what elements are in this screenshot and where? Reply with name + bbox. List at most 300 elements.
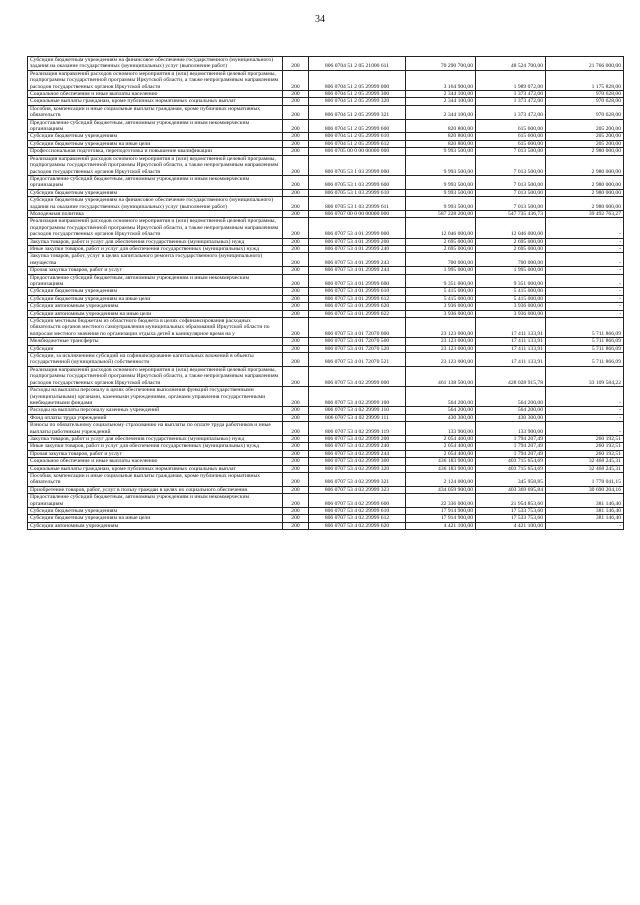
row-budget-code: 806 0704 51 2 05 21000 611 (309, 57, 406, 71)
row-name: Закупка товаров, работ и услуг для обеспечения государственных (муниципальных) нужд (28, 435, 283, 442)
row-approved-amount: 430 300,00 (406, 414, 476, 421)
row-unexecuted-amount: - (546, 522, 624, 529)
row-approved-amount: 17 914 900,00 (406, 515, 476, 522)
row-unexecuted-amount: 5 711 866,09 (546, 353, 624, 367)
row-admin-code: 200 (283, 295, 309, 302)
table-row (28, 303, 624, 310)
table-row (28, 133, 624, 140)
row-name: Прочая закупка товаров, работ и услуг (28, 267, 283, 274)
row-executed-amount: 7 013 500,00 (476, 189, 546, 196)
row-unexecuted-amount: - (546, 422, 624, 436)
row-approved-amount: 3 936 000,00 (406, 303, 476, 310)
row-name: Профессиональная подготовка, переподготовка и повышение квалификации (28, 148, 283, 155)
row-name: Социальные выплаты гражданам, кроме публичных нормативных социальных выплат (28, 465, 283, 472)
row-budget-code: 806 0707 53 4 02 29999 200 (309, 435, 406, 442)
table-row (28, 218, 624, 238)
row-executed-amount: 564 200,00 (476, 387, 546, 407)
row-approved-amount: 2 344 100,00 (406, 98, 476, 105)
row-approved-amount: 9 351 000,00 (406, 274, 476, 288)
table-row (28, 458, 624, 465)
row-unexecuted-amount: - (546, 218, 624, 238)
row-name: Субсидии бюджетным учреждениям на иные цели (28, 515, 283, 522)
row-budget-code: 806 0707 53 4 02 29999 600 (309, 494, 406, 508)
row-name: Приобретение товаров, работ, услуг в пользу граждан в целях их социального обеспечения (28, 486, 283, 493)
row-name: Субсидии автономным учреждениям на иные цели (28, 310, 283, 317)
row-name: Субсидии бюджетным учреждениям (28, 133, 283, 140)
table-row (28, 267, 624, 274)
table-row (28, 414, 624, 421)
table-body (28, 57, 624, 530)
row-executed-amount: 615 600,00 (476, 133, 546, 140)
row-executed-amount: 403 715 654,69 (476, 465, 546, 472)
row-admin-code: 200 (283, 515, 309, 522)
row-executed-amount: 2 695 000,00 (476, 238, 546, 245)
row-executed-amount: 1 794 207,49 (476, 443, 546, 450)
row-budget-code: 806 0707 53 4 01 29999 600 (309, 274, 406, 288)
table-row (28, 140, 624, 147)
row-admin-code: 200 (283, 70, 309, 90)
row-budget-code: 806 0704 51 2 05 29999 600 (309, 119, 406, 133)
row-budget-code: 806 0707 53 4 02 29999 620 (309, 522, 406, 529)
budget-execution-table (27, 56, 624, 530)
table-row (28, 245, 624, 252)
row-approved-amount: 2 054 400,00 (406, 443, 476, 450)
row-budget-code: 806 0707 53 4 02 29999 244 (309, 450, 406, 457)
row-name: Субсидии бюджетным учреждениям (28, 288, 283, 295)
table-row (28, 310, 624, 317)
table-row (28, 238, 624, 245)
row-unexecuted-amount: - (546, 245, 624, 252)
table-row (28, 57, 624, 71)
row-name: Иные закупки товаров, работ и услуг для обеспечения государственных (муниципальных) нужд (28, 245, 283, 252)
row-admin-code: 200 (283, 218, 309, 238)
row-admin-code: 200 (283, 338, 309, 345)
row-approved-amount: 820 800,00 (406, 140, 476, 147)
row-executed-amount: 1 995 000,00 (476, 267, 546, 274)
row-admin-code: 200 (283, 508, 309, 515)
row-admin-code: 200 (283, 353, 309, 367)
row-budget-code: 806 0707 53 4 02 29999 119 (309, 422, 406, 436)
row-unexecuted-amount: 205 200,00 (546, 133, 624, 140)
row-name: Реализация направлений расходов основного мероприятия и (или) ведомственной целевой программы, подпрограммы государственной программы Иркутской области, а также непрограммным направлениям расходов государственных органов Иркутской области (28, 366, 283, 386)
row-approved-amount: 23 123 000,00 (406, 345, 476, 352)
row-budget-code: 806 0707 53 4 01 72070 500 (309, 338, 406, 345)
row-name: Реализация направлений расходов основного мероприятия и (или) ведомственной целевой программы, подпрограммы государственной программы Иркутской области, а также непрограммным направлениям расходов государственных органов Иркутской области (28, 70, 283, 90)
row-budget-code: 806 0707 53 4 01 72070 520 (309, 345, 406, 352)
page-number: 34 (315, 14, 325, 25)
row-name: Расходы на выплаты персоналу в целях обеспечения выполнения функций государственными (муниципальными) органами, казенными учреждениями, органами управления государственными внебюджетными фондами (28, 387, 283, 407)
table-row (28, 318, 624, 338)
row-admin-code: 200 (283, 133, 309, 140)
row-unexecuted-amount: 205 200,00 (546, 140, 624, 147)
row-admin-code: 200 (283, 197, 309, 211)
row-unexecuted-amount: - (546, 267, 624, 274)
table-row (28, 515, 624, 522)
row-admin-code: 200 (283, 435, 309, 442)
row-name: Пособия, компенсации и иные социальные выплаты гражданам, кроме публичных нормативных обязательств (28, 105, 283, 119)
row-executed-amount: 2 695 000,00 (476, 245, 546, 252)
row-budget-code: 806 0707 53 4 02 29999 100 (309, 387, 406, 407)
table-row (28, 253, 624, 267)
row-approved-amount: 564 200,00 (406, 387, 476, 407)
row-admin-code: 200 (283, 486, 309, 493)
row-unexecuted-amount: 260 192,51 (546, 435, 624, 442)
row-approved-amount: 5 415 000,00 (406, 288, 476, 295)
row-admin-code: 200 (283, 175, 309, 189)
row-executed-amount: 12 046 000,00 (476, 218, 546, 238)
row-budget-code: 806 0707 53 4 02 29999 323 (309, 486, 406, 493)
row-unexecuted-amount: 205 200,00 (546, 119, 624, 133)
row-admin-code: 200 (283, 210, 309, 217)
row-approved-amount: 820 800,00 (406, 133, 476, 140)
row-unexecuted-amount: 33 109 584,22 (546, 366, 624, 386)
row-budget-code: 806 0707 53 4 01 72070 521 (309, 353, 406, 367)
row-name: Взносы по обязательному социальному страхованию на выплаты по оплате труда работников и иные выплаты работникам учреждений (28, 422, 283, 436)
table-row (28, 155, 624, 175)
row-name: Субсидии бюджетным учреждениям на иные цели (28, 140, 283, 147)
row-unexecuted-amount: 30 690 204,16 (546, 486, 624, 493)
table-row (28, 288, 624, 295)
row-budget-code: 806 0707 53 4 01 29999 620 (309, 303, 406, 310)
row-approved-amount: 3 164 900,00 (406, 70, 476, 90)
row-admin-code: 200 (283, 303, 309, 310)
row-name: Субсидии местным бюджетам из областного бюджета в целях софинансирования расходных обязательств органов местного самоуправления муниципальных образований Иркутской области по вопросам местного значения по организации отдыха детей в каникулярное время на у (28, 318, 283, 338)
row-unexecuted-amount: 1 175 828,00 (546, 70, 624, 90)
row-name: Субсидии бюджетным учреждениям (28, 189, 283, 196)
row-executed-amount: 7 013 500,00 (476, 197, 546, 211)
row-executed-amount: 403 369 695,84 (476, 486, 546, 493)
row-name: Закупка товаров, работ, услуг в целях капитального ремонта государственного (муниципального) имущества (28, 253, 283, 267)
table-row (28, 387, 624, 407)
row-approved-amount: 436 183 900,00 (406, 465, 476, 472)
row-budget-code: 806 0707 53 4 01 29999 243 (309, 253, 406, 267)
row-unexecuted-amount: - (546, 288, 624, 295)
row-admin-code: 200 (283, 189, 309, 196)
row-executed-amount: 7 013 500,00 (476, 148, 546, 155)
row-executed-amount: 700 000,00 (476, 253, 546, 267)
row-budget-code: 806 0707 53 4 02 29999 240 (309, 443, 406, 450)
row-budget-code: 806 0707 53 4 01 72070 000 (309, 318, 406, 338)
row-name: Субсидии, за исключением субсидий на софинансирование капитальных вложений в объекты государственной (муниципальной) собственности (28, 353, 283, 367)
row-unexecuted-amount: 381 146,40 (546, 515, 624, 522)
table-row (28, 450, 624, 457)
row-executed-amount: 564 200,00 (476, 407, 546, 414)
table-row (28, 486, 624, 493)
row-executed-amount: 4 421 100,00 (476, 522, 546, 529)
row-approved-amount: 564 200,00 (406, 407, 476, 414)
table-row (28, 508, 624, 515)
row-budget-code: 806 0705 00 0 00 00000 000 (309, 148, 406, 155)
row-admin-code: 200 (283, 91, 309, 98)
table-row (28, 105, 624, 119)
row-unexecuted-amount: 381 146,40 (546, 508, 624, 515)
row-name: Социальное обеспечение и иные выплаты населению (28, 458, 283, 465)
table-row (28, 522, 624, 529)
row-name: Социальные выплаты гражданам, кроме публичных нормативных социальных выплат (28, 98, 283, 105)
row-approved-amount: 2 344 100,00 (406, 91, 476, 98)
row-admin-code: 200 (283, 105, 309, 119)
row-admin-code: 200 (283, 443, 309, 450)
row-executed-amount: 17 411 133,91 (476, 353, 546, 367)
row-executed-amount: 615 600,00 (476, 119, 546, 133)
row-unexecuted-amount: 381 146,40 (546, 494, 624, 508)
row-budget-code: 806 0705 53 1 03 29999 611 (309, 197, 406, 211)
row-approved-amount: 9 993 500,00 (406, 189, 476, 196)
row-executed-amount: 17 411 133,91 (476, 318, 546, 338)
row-unexecuted-amount: - (546, 295, 624, 302)
table-row (28, 119, 624, 133)
row-budget-code: 806 0707 53 4 02 29999 320 (309, 465, 406, 472)
row-approved-amount: 9 993 500,00 (406, 155, 476, 175)
row-budget-code: 806 0707 53 4 01 29999 000 (309, 218, 406, 238)
row-admin-code: 200 (283, 119, 309, 133)
table-row (28, 98, 624, 105)
row-unexecuted-amount: 970 628,00 (546, 98, 624, 105)
table-row (28, 197, 624, 211)
table-row (28, 345, 624, 352)
row-budget-code: 806 0707 53 4 02 29999 612 (309, 515, 406, 522)
row-admin-code: 200 (283, 450, 309, 457)
row-unexecuted-amount: 2 980 000,00 (546, 148, 624, 155)
row-unexecuted-amount: - (546, 253, 624, 267)
row-budget-code: 806 0707 53 4 02 29999 321 (309, 472, 406, 486)
row-admin-code: 200 (283, 422, 309, 436)
row-approved-amount: 461 138 500,00 (406, 366, 476, 386)
row-admin-code: 200 (283, 288, 309, 295)
row-budget-code: 806 0707 53 4 02 29999 610 (309, 508, 406, 515)
row-approved-amount: 1 995 000,00 (406, 267, 476, 274)
row-admin-code: 200 (283, 310, 309, 317)
row-executed-amount: 17 411 133,91 (476, 345, 546, 352)
row-name: Закупка товаров, работ и услуг для обеспечения государственных (муниципальных) нужд (28, 238, 283, 245)
row-admin-code: 200 (283, 245, 309, 252)
row-name: Социальное обеспечение и иные выплаты населению (28, 91, 283, 98)
row-admin-code: 200 (283, 253, 309, 267)
row-admin-code: 200 (283, 140, 309, 147)
row-name: Расходы на выплаты персоналу казенных учреждений (28, 407, 283, 414)
row-unexecuted-amount: 5 711 866,09 (546, 338, 624, 345)
row-budget-code: 806 0707 53 4 01 29999 622 (309, 310, 406, 317)
row-name: Субсидии бюджетным учреждениям на финансовое обеспечение государственного (муниципального) задания на оказание государственных (муниципальных) услуг (выполнение работ) (28, 57, 283, 71)
row-unexecuted-amount: - (546, 274, 624, 288)
table-row (28, 338, 624, 345)
row-budget-code: 806 0707 53 4 02 29999 111 (309, 414, 406, 421)
row-unexecuted-amount: - (546, 387, 624, 407)
row-budget-code: 806 0704 51 2 05 29999 300 (309, 91, 406, 98)
row-executed-amount: 7 013 500,00 (476, 155, 546, 175)
row-executed-amount: 547 735 436,73 (476, 210, 546, 217)
row-budget-code: 806 0707 53 4 01 29999 610 (309, 288, 406, 295)
row-unexecuted-amount: 2 980 000,00 (546, 197, 624, 211)
row-budget-code: 806 0707 53 4 01 29999 200 (309, 238, 406, 245)
row-approved-amount: 133 900,00 (406, 422, 476, 436)
row-executed-amount: 615 600,00 (476, 140, 546, 147)
row-approved-amount: 9 993 500,00 (406, 148, 476, 155)
row-executed-amount: 1 794 207,49 (476, 435, 546, 442)
row-admin-code: 200 (283, 494, 309, 508)
row-budget-code: 806 0704 51 2 05 29999 321 (309, 105, 406, 119)
row-name: Пособия, компенсации и иные социальные выплаты гражданам, кроме публичных нормативных обязательств (28, 472, 283, 486)
row-executed-amount: 5 415 000,00 (476, 295, 546, 302)
row-admin-code: 200 (283, 465, 309, 472)
row-budget-code: 806 0707 53 4 01 29999 240 (309, 245, 406, 252)
row-name: Предоставление субсидий бюджетным, автономным учреждениям и иным некоммерческим организациям (28, 274, 283, 288)
row-unexecuted-amount: - (546, 238, 624, 245)
row-name: Межбюджетные трансферты (28, 338, 283, 345)
table-row (28, 274, 624, 288)
row-unexecuted-amount: 5 711 866,09 (546, 318, 624, 338)
row-executed-amount: 21 954 853,60 (476, 494, 546, 508)
row-executed-amount: 3 936 000,00 (476, 303, 546, 310)
row-budget-code: 806 0707 53 4 02 29999 000 (309, 366, 406, 386)
row-unexecuted-amount: - (546, 414, 624, 421)
table-row (28, 175, 624, 189)
table-row (28, 148, 624, 155)
row-approved-amount: 3 936 000,00 (406, 310, 476, 317)
row-unexecuted-amount: 260 192,51 (546, 443, 624, 450)
table-row (28, 435, 624, 442)
row-name: Субсидии автономным учреждениям (28, 522, 283, 529)
row-executed-amount: 3 936 000,00 (476, 310, 546, 317)
row-admin-code: 200 (283, 407, 309, 414)
row-admin-code: 200 (283, 57, 309, 71)
row-admin-code: 200 (283, 522, 309, 529)
row-name: Предоставление субсидий бюджетным, автономным учреждениям и иным некоммерческим организациям (28, 494, 283, 508)
row-approved-amount: 5 415 000,00 (406, 295, 476, 302)
row-name: Субсидии бюджетным учреждениям на финансовое обеспечение государственного (муниципального) задания на оказание государственных (муниципальных) услуг (выполнение работ) (28, 197, 283, 211)
table-row (28, 91, 624, 98)
row-admin-code: 200 (283, 318, 309, 338)
row-executed-amount: 17 411 133,91 (476, 338, 546, 345)
row-approved-amount: 434 059 900,00 (406, 486, 476, 493)
row-admin-code: 200 (283, 238, 309, 245)
row-budget-code: 806 0707 53 4 01 29999 244 (309, 267, 406, 274)
row-name: Субсидии бюджетным учреждениям (28, 508, 283, 515)
row-approved-amount: 23 123 000,00 (406, 353, 476, 367)
row-unexecuted-amount: 970 628,00 (546, 105, 624, 119)
row-approved-amount: 587 228 200,00 (406, 210, 476, 217)
row-executed-amount: 403 715 654,69 (476, 458, 546, 465)
row-name: Субсидии автономным учреждениям (28, 303, 283, 310)
row-approved-amount: 2 054 400,00 (406, 435, 476, 442)
row-budget-code: 806 0704 51 2 05 29999 612 (309, 140, 406, 147)
row-approved-amount: 22 336 000,00 (406, 494, 476, 508)
row-name: Реализация направлений расходов основного мероприятия и (или) ведомственной целевой программы, подпрограммы государственной программы Иркутской области, а также непрограммным направлениям расходов государственных органов Иркутской области (28, 218, 283, 238)
row-name: Прочая закупка товаров, работ и услуг (28, 450, 283, 457)
row-approved-amount: 2 124 000,00 (406, 472, 476, 486)
row-name: Субсидии бюджетным учреждениям на иные цели (28, 295, 283, 302)
row-executed-amount: 9 351 000,00 (476, 274, 546, 288)
row-budget-code: 806 0704 51 2 05 29999 000 (309, 70, 406, 90)
row-executed-amount: 430 300,00 (476, 414, 546, 421)
row-approved-amount: 17 914 900,00 (406, 508, 476, 515)
row-budget-code: 806 0704 51 2 05 29999 610 (309, 133, 406, 140)
row-budget-code: 806 0705 53 1 03 29999 610 (309, 189, 406, 196)
row-admin-code: 200 (283, 155, 309, 175)
table-row (28, 422, 624, 436)
row-unexecuted-amount: 2 980 000,00 (546, 189, 624, 196)
row-unexecuted-amount: 2 980 000,00 (546, 155, 624, 175)
row-approved-amount: 820 800,00 (406, 119, 476, 133)
row-unexecuted-amount: 970 628,00 (546, 91, 624, 98)
row-unexecuted-amount: 21 766 000,00 (546, 57, 624, 71)
row-budget-code: 806 0707 53 4 01 29999 612 (309, 295, 406, 302)
row-name: Предоставление субсидий бюджетным, автономным учреждениям и иным некоммерческим организациям (28, 119, 283, 133)
row-unexecuted-amount: - (546, 407, 624, 414)
row-unexecuted-amount: 1 778 041,15 (546, 472, 624, 486)
row-approved-amount: 2 695 000,00 (406, 245, 476, 252)
row-approved-amount: 436 183 900,00 (406, 458, 476, 465)
row-budget-code: 806 0707 53 4 02 29999 300 (309, 458, 406, 465)
row-admin-code: 200 (283, 148, 309, 155)
table-row (28, 70, 624, 90)
row-admin-code: 200 (283, 472, 309, 486)
row-executed-amount: 345 958,85 (476, 472, 546, 486)
table-row (28, 210, 624, 217)
row-budget-code: 806 0704 51 2 05 29999 320 (309, 98, 406, 105)
row-approved-amount: 70 290 700,00 (406, 57, 476, 71)
row-executed-amount: 1 373 472,00 (476, 105, 546, 119)
row-budget-code: 806 0705 53 1 03 29999 000 (309, 155, 406, 175)
table-row (28, 189, 624, 196)
row-admin-code: 200 (283, 387, 309, 407)
row-unexecuted-amount: 2 980 000,00 (546, 175, 624, 189)
row-unexecuted-amount: 260 192,51 (546, 450, 624, 457)
row-executed-amount: 1 373 472,00 (476, 91, 546, 98)
row-admin-code: 200 (283, 458, 309, 465)
table-row (28, 353, 624, 367)
row-name: Предоставление субсидий бюджетным, автономным учреждениям и иным некоммерческим организациям (28, 175, 283, 189)
row-admin-code: 200 (283, 414, 309, 421)
row-unexecuted-amount: 32 468 245,31 (546, 465, 624, 472)
row-admin-code: 200 (283, 274, 309, 288)
row-executed-amount: 1 989 072,00 (476, 70, 546, 90)
row-name: Фонд оплаты труда учреждений (28, 414, 283, 421)
row-admin-code: 200 (283, 98, 309, 105)
row-admin-code: 200 (283, 345, 309, 352)
row-approved-amount: 9 993 500,00 (406, 175, 476, 189)
row-executed-amount: 1 373 472,00 (476, 98, 546, 105)
row-executed-amount: 428 028 915,78 (476, 366, 546, 386)
table-row (28, 472, 624, 486)
row-approved-amount: 2 054 400,00 (406, 450, 476, 457)
row-budget-code: 806 0707 00 0 00 00000 000 (309, 210, 406, 217)
row-unexecuted-amount: - (546, 303, 624, 310)
row-executed-amount: 5 415 000,00 (476, 288, 546, 295)
row-unexecuted-amount: - (546, 310, 624, 317)
row-budget-code: 806 0705 53 1 03 29999 600 (309, 175, 406, 189)
row-name: Иные закупки товаров, работ и услуг для обеспечения государственных (муниципальных) нужд (28, 443, 283, 450)
table-row (28, 465, 624, 472)
row-approved-amount: 4 421 100,00 (406, 522, 476, 529)
row-unexecuted-amount: 5 711 866,09 (546, 345, 624, 352)
table-row (28, 494, 624, 508)
row-admin-code: 200 (283, 366, 309, 386)
row-approved-amount: 23 123 000,00 (406, 338, 476, 345)
row-approved-amount: 2 344 100,00 (406, 105, 476, 119)
table-row (28, 366, 624, 386)
row-approved-amount: 2 695 000,00 (406, 238, 476, 245)
row-budget-code: 806 0707 53 4 02 29999 110 (309, 407, 406, 414)
row-approved-amount: 12 046 000,00 (406, 218, 476, 238)
table-row (28, 295, 624, 302)
row-admin-code: 200 (283, 267, 309, 274)
row-executed-amount: 133 900,00 (476, 422, 546, 436)
row-executed-amount: 48 524 700,00 (476, 57, 546, 71)
row-name: Реализация направлений расходов основного мероприятия и (или) ведомственной целевой программы, подпрограммы государственной программы Иркутской области, а также непрограммным направлениям расходов государственных органов Иркутской области (28, 155, 283, 175)
table-row (28, 407, 624, 414)
row-executed-amount: 17 533 753,60 (476, 515, 546, 522)
